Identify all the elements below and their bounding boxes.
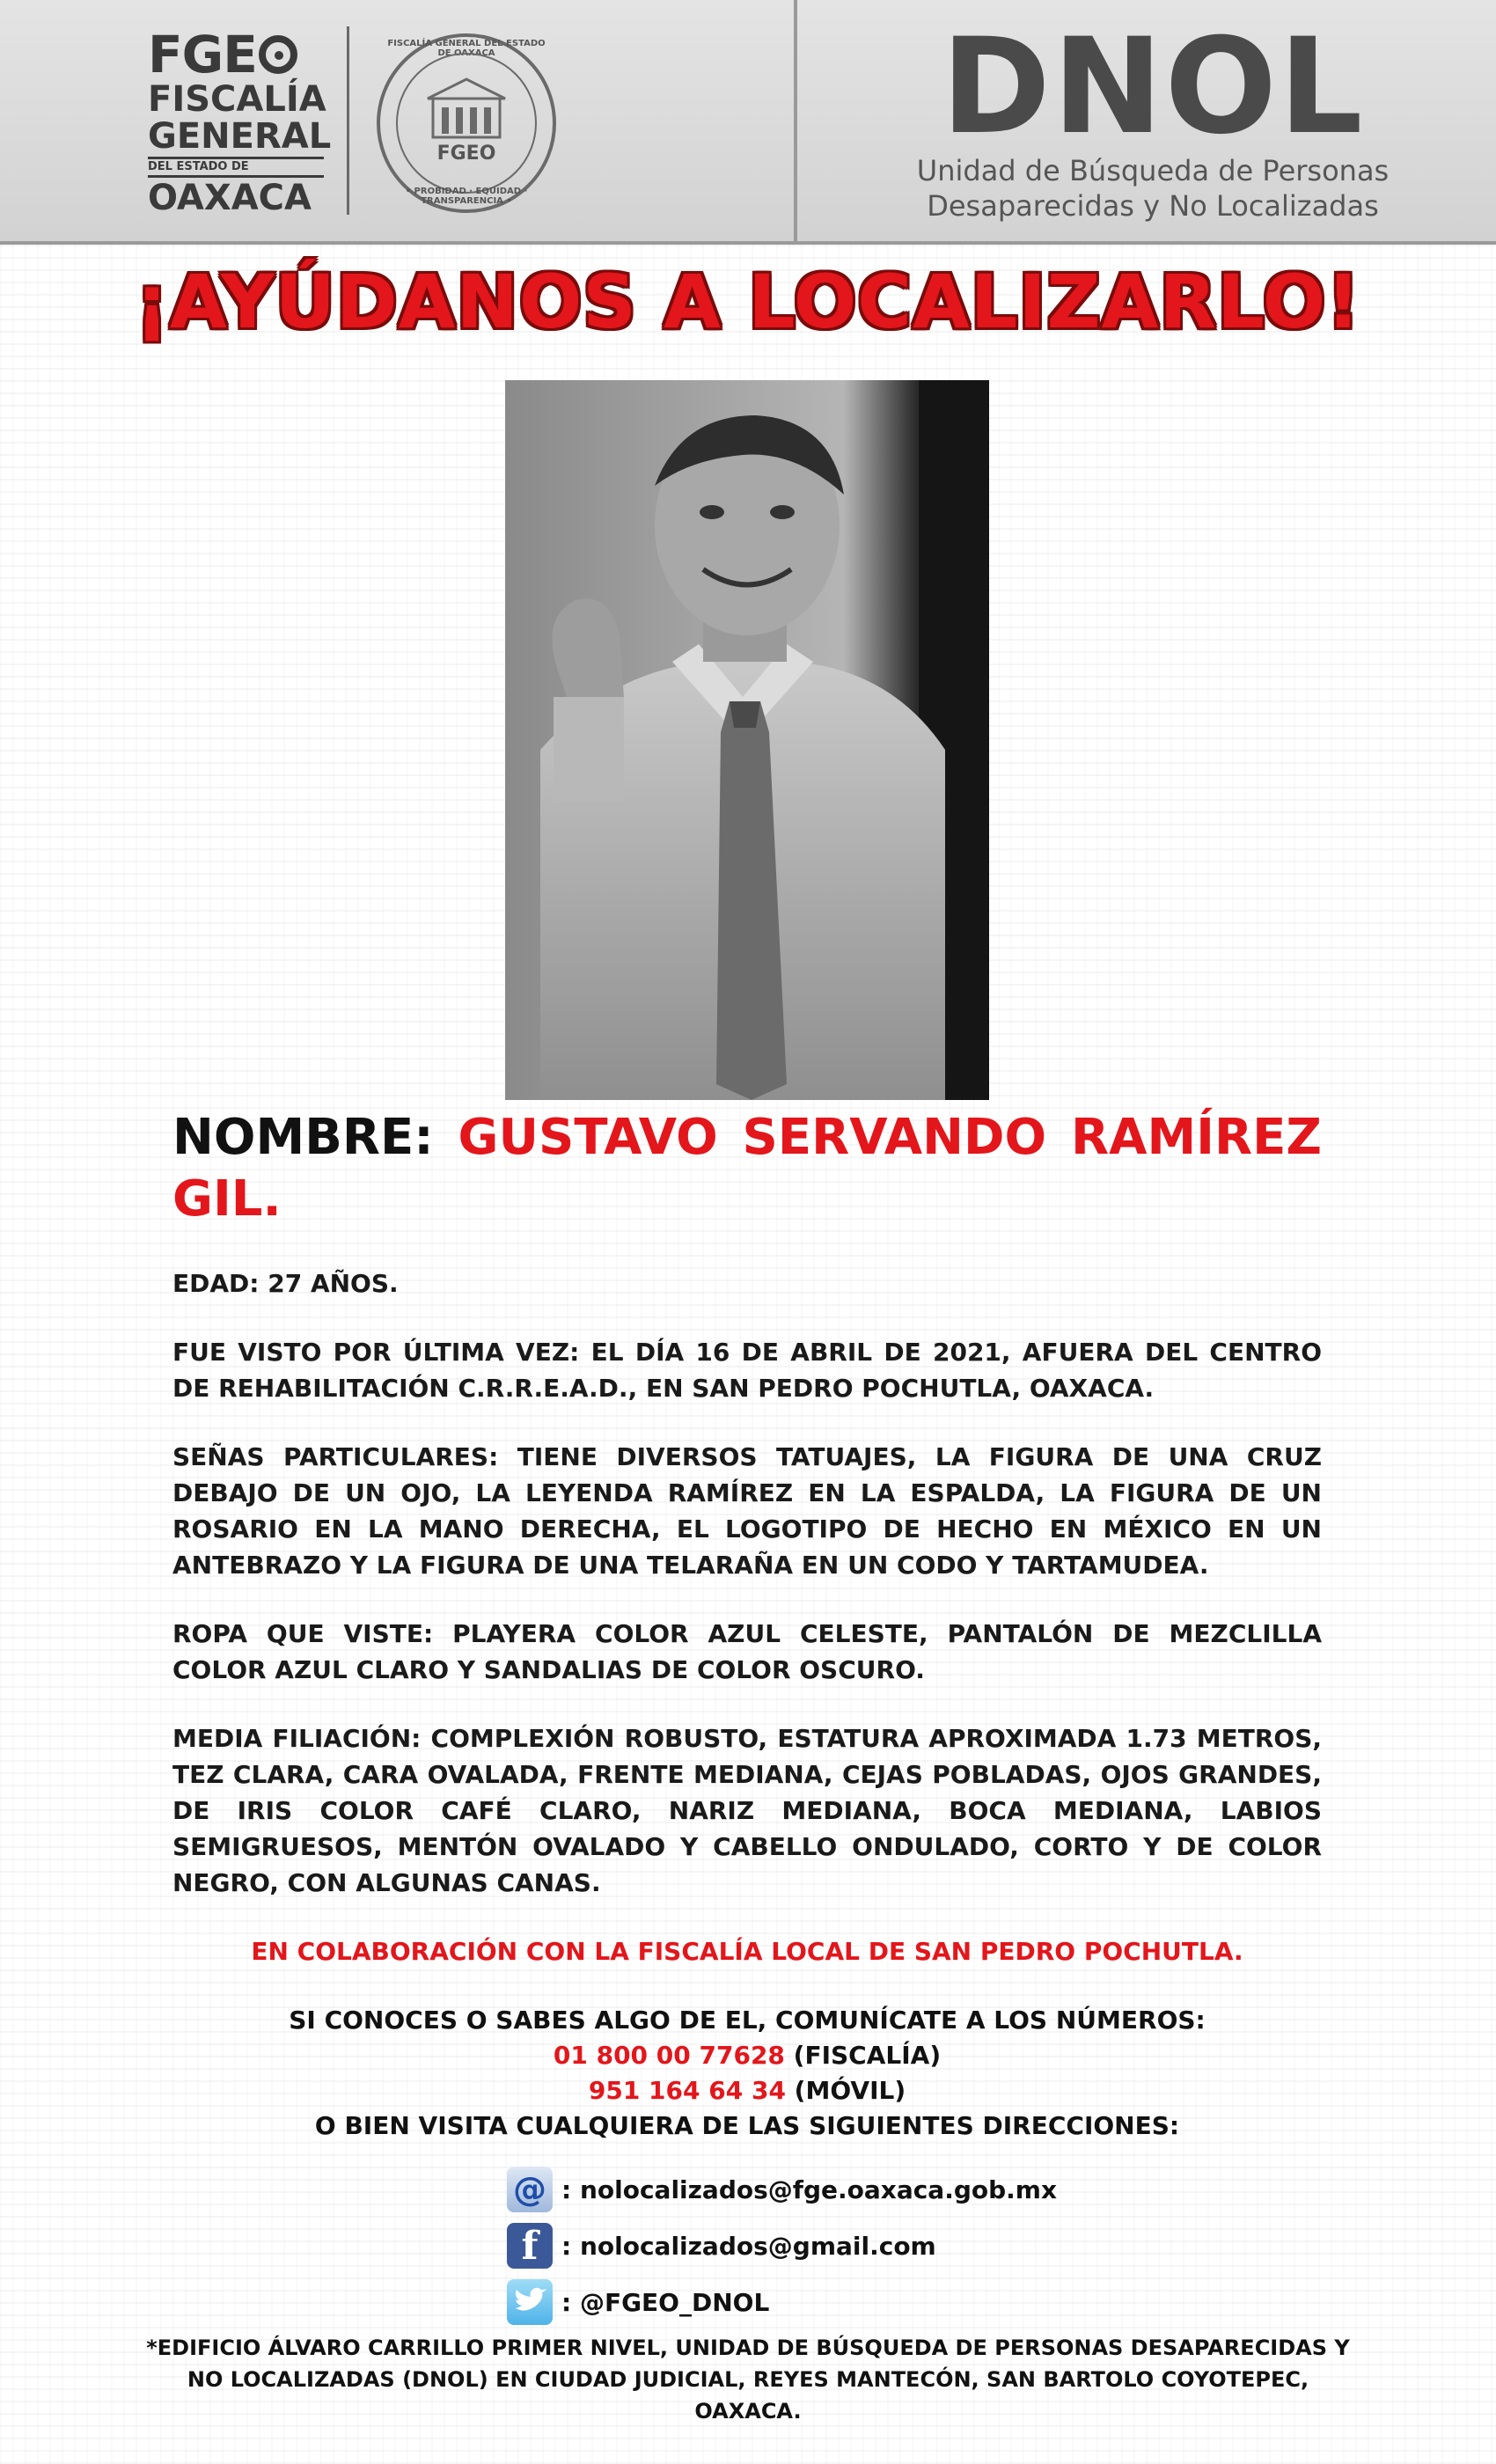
facebook-link[interactable]: : nolocalizados@gmail.com [561,2231,936,2261]
missing-person-photo [505,380,989,1100]
email-row[interactable] [507,2161,1322,2218]
fgeo-o-icon [259,35,297,74]
building-icon [398,55,535,192]
email-link[interactable]: : nolocalizados@fge.oaxaca.gob.mx [561,2174,1058,2204]
dnol-logo-block [880,11,1426,224]
age-text: EDAD: 27 AÑOS. [172,1269,399,1298]
fgeo-line-estado: DEL ESTADO DE [148,157,324,178]
collaboration-text: EN COLABORACIÓN CON LA FISCALÍA LOCAL DE SAN PEDRO POCHUTLA. [251,1937,1243,1966]
fgeo-logo: FGE [148,28,324,81]
fgeo-line-fiscalia: FISCALÍA [148,79,326,120]
facebook-row[interactable] [507,2218,1322,2274]
contact-links [507,2161,1322,2330]
last-seen-text: FUE VISTO POR ÚLTIMA VEZ: EL DÍA 16 DE ABRIL DE 2021, AFUERA DEL CENTRO DE REHABILITACIÓN C.R.R.E.A.D., EN SAN PEDRO POCHUTLA, OAXACA. [172,1338,1322,1403]
twitter-icon [507,2279,553,2325]
fgeo-logo-block [148,25,332,218]
address-footnote: *EDIFICIO ÁLVARO CARRILLO PRIMER NIVEL, UNIDAD DE BÚSQUEDA DE PERSONAS DESAPARECIDAS Y NO LOCALIZADAS (DNOL) EN CIUDAD JUDICIAL, REYES MANTECÓN, SAN BARTOLO COYOTEPEC, OAXACA. [146,2336,1350,2424]
header-divider [794,0,797,245]
visit-text: O BIEN VISITA CUALQUIERA DE LAS SIGUIENTES DIRECCIONES: [314,2111,1180,2140]
person-name: GUSTAVO SERVANDO RAMÍREZ GIL. [172,1109,1322,1228]
clothing-text: ROPA QUE VISTE: PLAYERA COLOR AZUL CELESTE, PANTALÓN DE MEZCLILLA COLOR AZUL CLARO Y SANDALIAS DE COLOR OSCURO. [172,1619,1322,1684]
name-label: NOMBRE: [172,1109,434,1166]
twitter-row[interactable] [507,2274,1322,2330]
poster-content [172,1107,1322,2330]
contact-intro: SI CONOCES O SABES ALGO DE EL, COMUNÍCATE A LOS NÚMEROS: [289,2006,1206,2035]
header-banner [0,0,1496,245]
contact-block [172,2003,1322,2144]
phone-fiscalia-row [172,2038,1322,2073]
phone-fiscalia-label: (FISCALÍA) [784,2041,942,2070]
phone-movil-link[interactable]: 951 164 64 34 [588,2076,786,2105]
twitter-link[interactable]: : @FGEO_DNOL [561,2287,770,2317]
fgeo-seal [377,33,556,213]
seal-mark: FGEO [436,143,496,165]
phone-fiscalia-link[interactable]: 01 800 00 77628 [553,2041,785,2070]
person-photo-illustration [505,380,989,1100]
seal-top-text: FISCALÍA GENERAL DEL ESTADO DE OAXACA [387,39,546,58]
facebook-icon: f [507,2223,553,2269]
dnol-logo: DNOL [941,11,1365,164]
poster-title: ¡AYÚDANOS A LOCALIZARLO! [135,259,1361,345]
email-icon: @ [507,2167,553,2212]
phone-movil-row [172,2073,1322,2108]
seal-bottom-text: • PROBIDAD · EQUIDAD · TRANSPARENCIA • [405,187,528,206]
phone-movil-label: (MÓVIL) [785,2076,906,2105]
seal-inner-ring [396,53,537,194]
name-row [172,1107,1322,1230]
particular-marks-text: SEÑAS PARTICULARES: TIENE DIVERSOS TATUAJES, LA FIGURA DE UNA CRUZ DEBAJO DE UN OJO, LA LEYENDA RAMÍREZ EN LA ESPALDA, LA FIGURA DE UN ROSARIO EN LA MANO DERECHA, EL LOGOTIPO DE HECHO EN MÉXICO EN UN ANTEBRAZO Y LA FIGURA DE UNA TELARAÑA EN UN CODO Y TARTAMUDEA. [172,1442,1322,1580]
header-separator [347,26,349,215]
fgeo-line-general: GENERAL [148,116,332,157]
dnol-subtitle-1: Unidad de Búsqueda de Personas [916,154,1390,187]
physical-description-text: MEDIA FILIACIÓN: COMPLEXIÓN ROBUSTO, ESTATURA APROXIMADA 1.73 METROS, TEZ CLARA, CARA OVALADA, FRENTE MEDIANA, CEJAS POBLADAS, OJOS GRANDES, DE IRIS COLOR CAFÉ CLARO, NARIZ MEDIANA, BOCA MEDIANA, LABIOS SEMIGRUESOS, MENTÓN OVALADO Y CABELLO ONDULADO, CORTO Y DE COLOR NEGRO, CON ALGUNAS CANAS. [172,1724,1322,1897]
fgeo-line-oaxaca: OAXACA [148,178,312,218]
dnol-subtitle-2: Desaparecidas y No Localizadas [927,189,1379,223]
